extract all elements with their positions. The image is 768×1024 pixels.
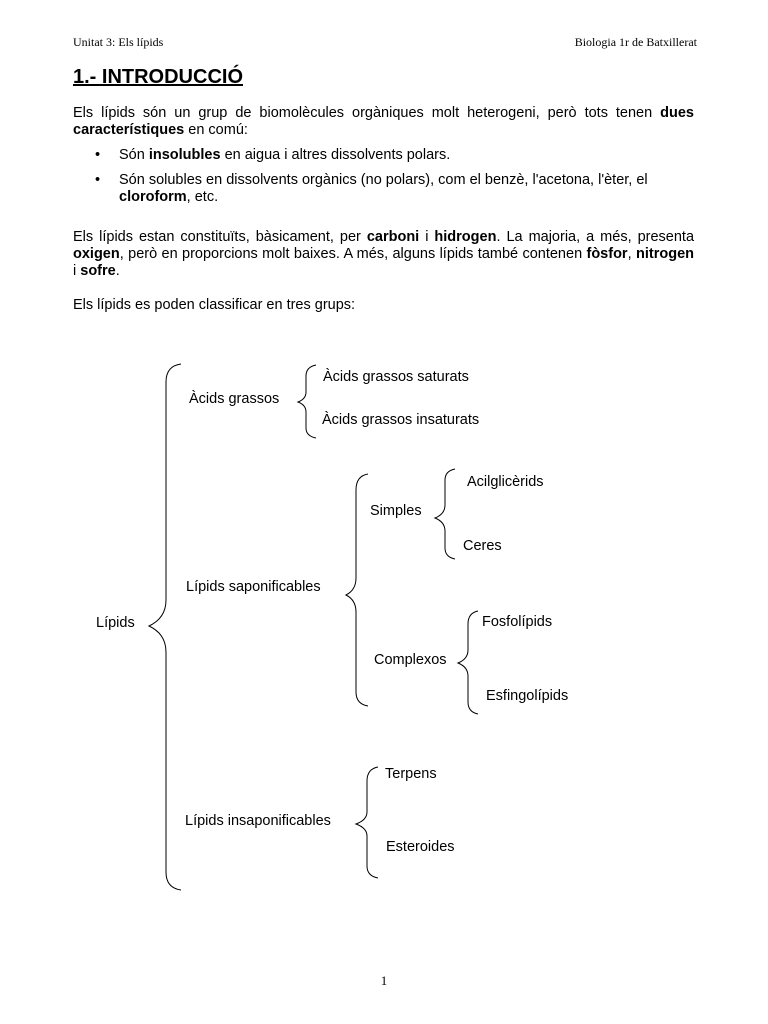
- brace-simple: [435, 469, 455, 559]
- bold-text: nitrogen: [636, 246, 694, 262]
- bold-text: dues característiques: [73, 105, 694, 138]
- text: , però en proporcions molt baixes. A més, alguns lípids també contenen: [119, 246, 587, 262]
- text: ,: [627, 246, 636, 262]
- bold-text: hidrogen: [434, 229, 497, 245]
- bullet-icon: •: [95, 172, 101, 188]
- tree-waxes: Ceres: [463, 538, 502, 554]
- text: Són solubles en dissolvents orgànics (no polars), com el benzè, l'acetona, l'èter, el: [119, 172, 648, 188]
- bold-text: sofre: [80, 263, 116, 279]
- tree-root-label: Lípids: [96, 615, 135, 631]
- text: i: [73, 263, 81, 279]
- tree-saponifiable: Lípids saponificables: [186, 579, 321, 595]
- tree-saturated: Àcids grassos saturats: [323, 369, 469, 385]
- brace-saponifiable: [346, 474, 368, 706]
- header-left: Unitat 3: Els lípids: [73, 35, 164, 49]
- bold-text: carboni: [366, 229, 420, 245]
- tree-acylglycerides: Acilglicèrids: [467, 474, 544, 490]
- text: Els lípids estan constituïts, bàsicament, per: [73, 229, 367, 245]
- text: , etc.: [186, 189, 219, 205]
- tree-phospholipids: Fosfolípids: [482, 614, 553, 630]
- brace-complex: [458, 611, 478, 714]
- tree-sphingolipids: Esfingolípids: [486, 688, 569, 704]
- text: Són: [119, 147, 149, 163]
- tree-terpenes: Terpens: [385, 766, 437, 782]
- text: Els lípids són un grup de biomolècules orgàniques molt heterogeni, però tots tenen: [73, 105, 661, 121]
- tree-unsaturated: Àcids grassos insaturats: [322, 412, 480, 428]
- brace-root: [149, 364, 181, 890]
- bold-text: cloroform: [119, 189, 187, 205]
- text: en aigua i altres dissolvents polars.: [220, 147, 451, 163]
- tree-steroids: Esteroides: [386, 839, 455, 855]
- tree-complex: Complexos: [374, 652, 447, 668]
- bold-text: insolubles: [148, 147, 221, 163]
- text: . La majoria, a més, presenta: [496, 229, 695, 245]
- tree-simple: Simples: [370, 503, 422, 519]
- tree-fatty-acids: Àcids grassos: [189, 391, 280, 407]
- text: .: [115, 263, 120, 279]
- bold-text: oxigen: [73, 246, 120, 262]
- bullet-icon: •: [95, 147, 101, 163]
- page-number: 1: [380, 973, 388, 988]
- tree-unsaponifiable: Lípids insaponificables: [185, 813, 331, 829]
- brace-fatty-acids: [298, 365, 316, 438]
- text: en comú:: [184, 122, 248, 138]
- header-right: Biologia 1r de Batxillerat: [574, 35, 697, 49]
- classification-intro: Els lípids es poden classificar en tres grups:: [73, 297, 356, 313]
- brace-unsaponifiable: [356, 767, 378, 878]
- section-title: 1.- INTRODUCCIÓ: [73, 66, 243, 88]
- text: i: [419, 229, 435, 245]
- bold-text: fòsfor: [586, 246, 628, 262]
